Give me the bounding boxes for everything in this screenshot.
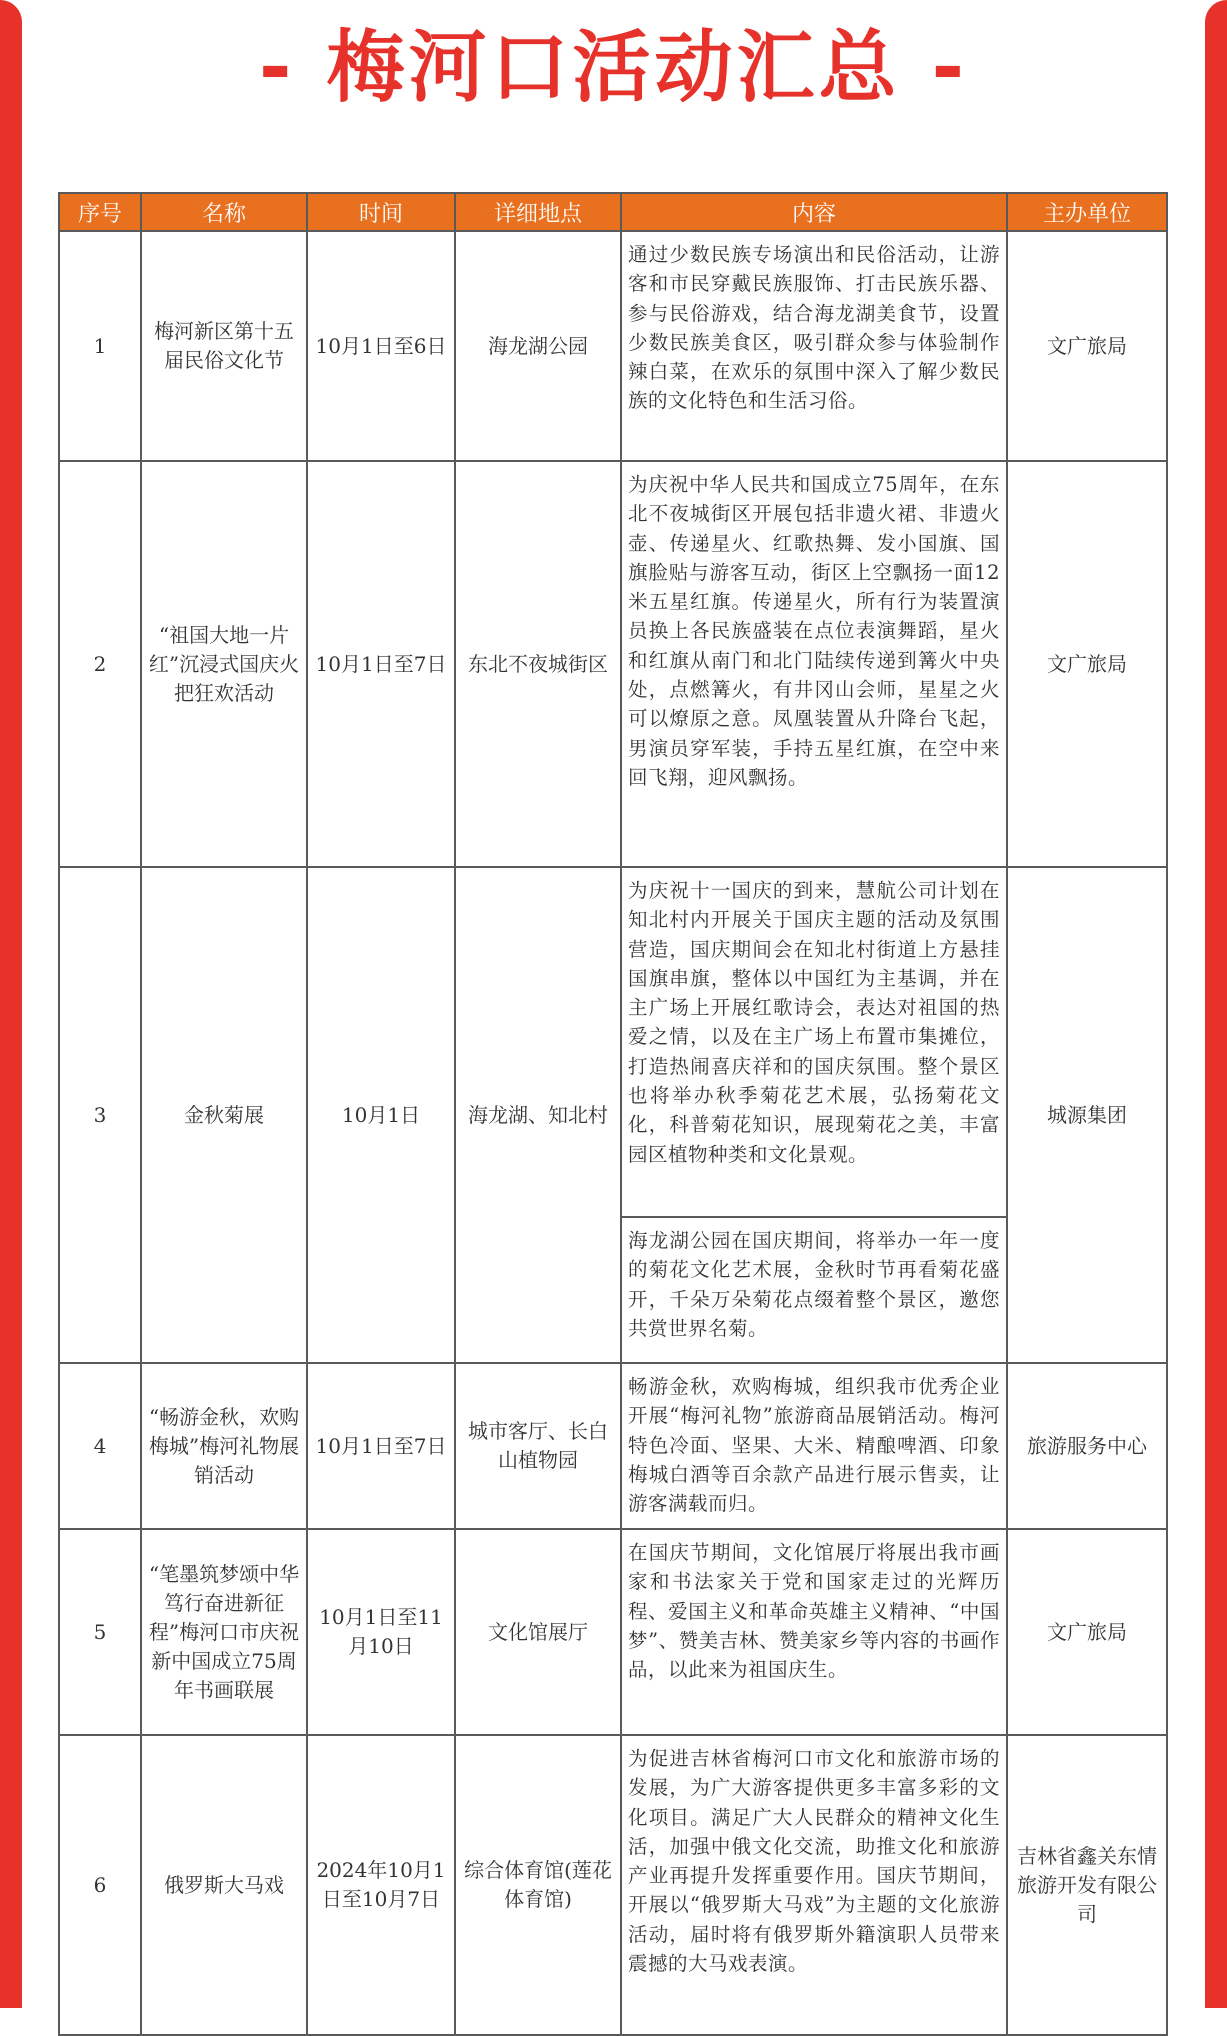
cell-content: 为促进吉林省梅河口市文化和旅游市场的发展，为广大游客提供更多丰富多彩的文化项目。满足广大人民群众的精神文化生活，加强中俄文化交流，助推文化和旅游产业再提升发挥重要作用。国庆节期间，开展以“俄罗斯大马戏”为主题的文化旅游活动，届时将有俄罗斯外籍演职人员带来震撼的大马戏表演。 xyxy=(621,1735,1007,2035)
cell-name: “笔墨筑梦颂中华 笃行奋进新征程”梅河口市庆祝新中国成立75周年书画联展 xyxy=(141,1529,307,1735)
cell-place: 海龙湖、知北村 xyxy=(455,867,621,1363)
table-row xyxy=(59,1735,1167,2035)
cell-place: 东北不夜城街区 xyxy=(455,461,621,867)
cell-seq: 5 xyxy=(59,1529,141,1735)
table-row xyxy=(59,867,1167,1217)
cell-content: 畅游金秋，欢购梅城，组织我市优秀企业开展“梅河礼物”旅游商品展销活动。梅河特色冷面、坚果、大米、精酿啤酒、印象梅城白酒等百余款产品进行展示售卖，让游客满载而归。 xyxy=(621,1363,1007,1529)
cell-name: 金秋菊展 xyxy=(141,867,307,1363)
cell-name: “畅游金秋，欢购梅城”梅河礼物展销活动 xyxy=(141,1363,307,1529)
header-content: 内容 xyxy=(621,193,1007,231)
frame-left-border xyxy=(0,0,22,2008)
cell-seq: 2 xyxy=(59,461,141,867)
cell-organizer: 吉林省鑫关东情旅游开发有限公司 xyxy=(1007,1735,1167,2035)
header-organizer: 主办单位 xyxy=(1007,193,1167,231)
cell-time: 10月1日至7日 xyxy=(307,461,455,867)
cell-content: 为庆祝中华人民共和国成立75周年，在东北不夜城街区开展包括非遗火裙、非遗火壶、传递星火、红歌热舞、发小国旗、国旗脸贴与游客互动，街区上空飘扬一面12米五星红旗。传递星火，所有行为装置演员换上各民族盛装在点位表演舞蹈，星火和红旗从南门和北门陆续传递到篝火中央处，点燃篝火，有井冈山会师，星星之火可以燎原之意。凤凰装置从升降台飞起，男演员穿军装，手持五星红旗，在空中来回飞翔，迎风飘扬。 xyxy=(621,461,1007,867)
cell-name: 俄罗斯大马戏 xyxy=(141,1735,307,2035)
cell-content: 通过少数民族专场演出和民俗活动，让游客和市民穿戴民族服饰、打击民族乐器、参与民俗游戏，结合海龙湖美食节，设置少数民族美食区，吸引群众参与体验制作辣白菜，在欢乐的氛围中深入了解少数民族的文化特色和生活习俗。 xyxy=(621,231,1007,461)
cell-place: 城市客厅、长白山植物园 xyxy=(455,1363,621,1529)
table-row xyxy=(59,1529,1167,1735)
cell-place: 海龙湖公园 xyxy=(455,231,621,461)
cell-place: 综合体育馆(莲花体育馆) xyxy=(455,1735,621,2035)
cell-content-2: 海龙湖公园在国庆期间，将举办一年一度的菊花文化艺术展，金秋时节再看菊花盛开，千朵万朵菊花点缀着整个景区，邀您共赏世界名菊。 xyxy=(621,1217,1007,1363)
cell-name: “祖国大地一片红”沉浸式国庆火把狂欢活动 xyxy=(141,461,307,867)
cell-seq: 3 xyxy=(59,867,141,1363)
cell-time: 2024年10月1日至10月7日 xyxy=(307,1735,455,2035)
cell-organizer: 文广旅局 xyxy=(1007,461,1167,867)
cell-organizer: 文广旅局 xyxy=(1007,1529,1167,1735)
frame-right-border xyxy=(1205,0,1227,2008)
table-row xyxy=(59,231,1167,461)
cell-time: 10月1日至11月10日 xyxy=(307,1529,455,1735)
cell-place: 文化馆展厅 xyxy=(455,1529,621,1735)
table-row xyxy=(59,1363,1167,1529)
cell-seq: 4 xyxy=(59,1363,141,1529)
header-name: 名称 xyxy=(141,193,307,231)
activity-table xyxy=(58,192,1168,2036)
cell-time: 10月1日 xyxy=(307,867,455,1363)
cell-content: 在国庆节期间，文化馆展厅将展出我市画家和书法家关于党和国家走过的光辉历程、爱国主义和革命英雄主义精神、“中国梦”、赞美吉林、赞美家乡等内容的书画作品，以此来为祖国庆生。 xyxy=(621,1529,1007,1735)
table-row xyxy=(59,461,1167,867)
page-title: - 梅河口活动汇总 - xyxy=(258,23,969,113)
cell-time: 10月1日至7日 xyxy=(307,1363,455,1529)
table-header-row xyxy=(59,193,1167,231)
cell-seq: 6 xyxy=(59,1735,141,2035)
cell-time: 10月1日至6日 xyxy=(307,231,455,461)
cell-name: 梅河新区第十五届民俗文化节 xyxy=(141,231,307,461)
header-time: 时间 xyxy=(307,193,455,231)
header-seq: 序号 xyxy=(59,193,141,231)
cell-content: 为庆祝十一国庆的到来，慧航公司计划在知北村内开展关于国庆主题的活动及氛围营造，国庆期间会在知北村街道上方悬挂国旗串旗，整体以中国红为主基调，并在主广场上开展红歌诗会，表达对祖国的热爱之情，以及在主广场上布置市集摊位，打造热闹喜庆祥和的国庆氛围。整个景区也将举办秋季菊花艺术展，弘扬菊花文化，科普菊花知识，展现菊花之美，丰富园区植物种类和文化景观。 xyxy=(621,867,1007,1217)
cell-organizer: 城源集团 xyxy=(1007,867,1167,1363)
cell-organizer: 旅游服务中心 xyxy=(1007,1363,1167,1529)
cell-seq: 1 xyxy=(59,231,141,461)
header-place: 详细地点 xyxy=(455,193,621,231)
cell-organizer: 文广旅局 xyxy=(1007,231,1167,461)
